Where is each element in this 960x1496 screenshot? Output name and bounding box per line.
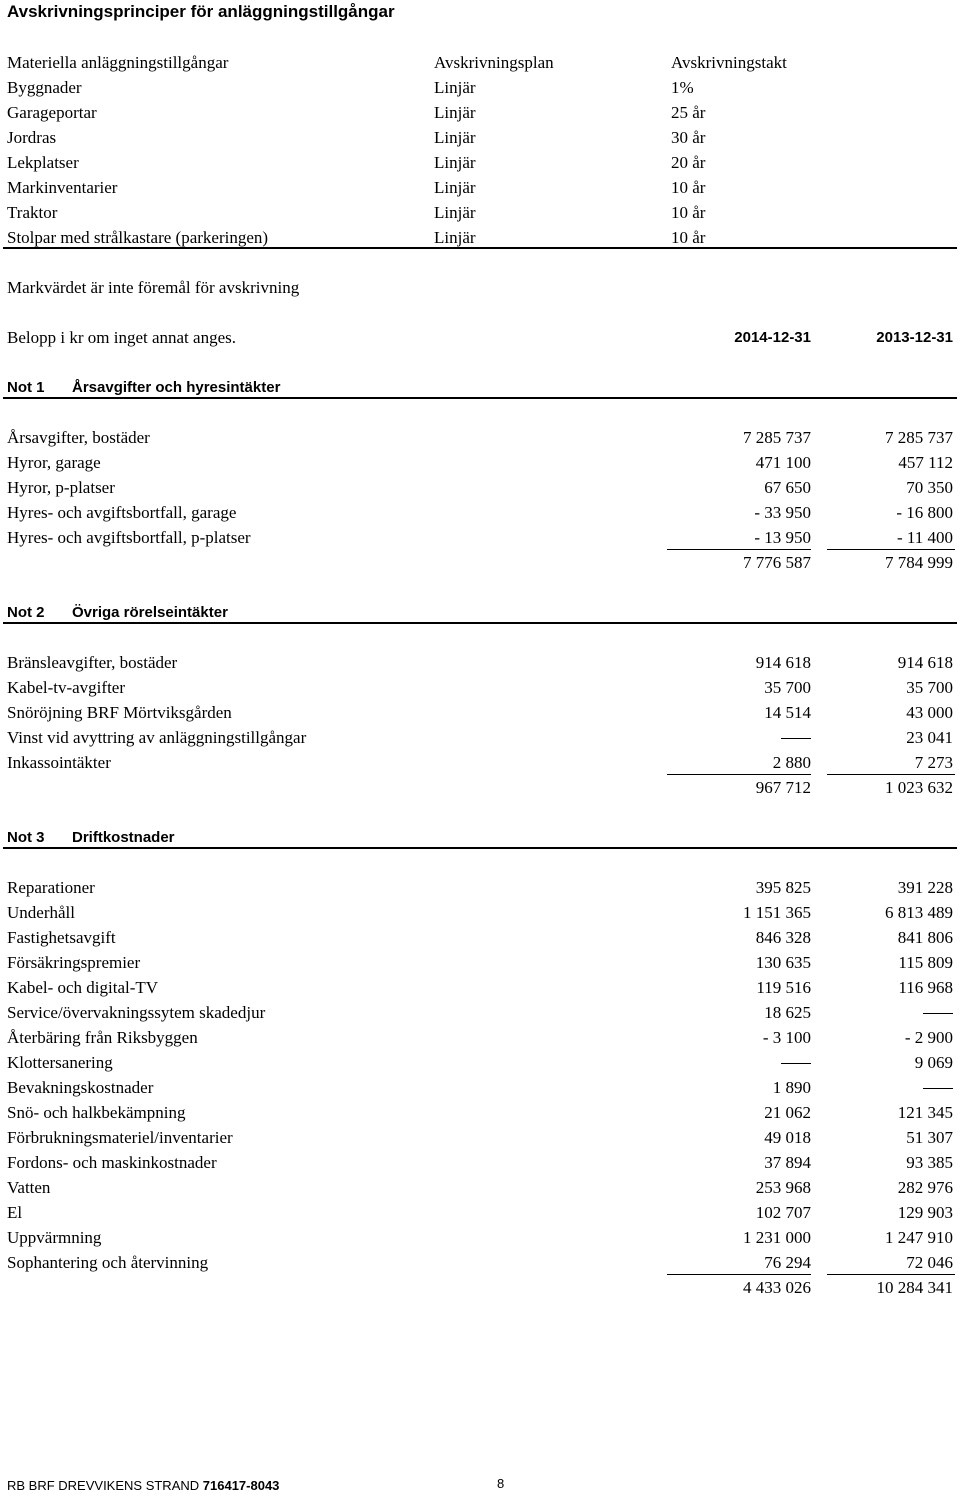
note-row (0, 950, 960, 975)
note-row (0, 900, 960, 925)
value-2013: 115 809 (898, 953, 953, 972)
note-row (0, 1250, 960, 1275)
value-2014: - 13 950 (754, 528, 811, 547)
row-label: Återbäring från Riksbyggen (7, 1028, 198, 1047)
note-row (0, 750, 960, 775)
value-2013: 35 700 (906, 678, 953, 697)
row-label: Hyres- och avgiftsbortfall, p-platser (7, 528, 251, 547)
value-2014: 49 018 (764, 1128, 811, 1147)
value-2013: 51 307 (906, 1128, 953, 1147)
note-row (0, 700, 960, 725)
value-2013: 841 806 (897, 928, 953, 947)
row-label: Kabel- och digital-TV (7, 978, 159, 997)
depreciation-plan: Linjär (434, 178, 476, 197)
total-2013: 10 284 341 (876, 1278, 953, 1297)
depreciation-header-row (0, 50, 960, 75)
total-2014: 967 712 (755, 778, 811, 797)
land-note: Markvärdet är inte föremål för avskrivning (7, 278, 300, 297)
depreciation-rate: 30 år (671, 128, 706, 147)
depreciation-rate: 10 år (671, 203, 706, 222)
value-2013: 72 046 (906, 1253, 953, 1272)
row-label: Snö- och halkbekämpning (7, 1103, 186, 1122)
row-label: Årsavgifter, bostäder (7, 428, 150, 447)
value-2014: 67 650 (764, 478, 811, 497)
depreciation-rate: 10 år (671, 228, 706, 247)
note-total-row (0, 775, 960, 800)
note-row (0, 475, 960, 500)
value-2013: - 16 800 (896, 503, 953, 522)
value-2013 (923, 1075, 953, 1100)
depreciation-rate: 10 år (671, 178, 706, 197)
page-title: Avskrivningsprinciper för anläggningstillgångar (7, 2, 395, 21)
footer-org-name: RB BRF DREVVIKENS STRAND (7, 1478, 200, 1493)
value-2013 (923, 1000, 953, 1025)
value-2014: 1 890 (772, 1078, 811, 1097)
value-2014: 253 968 (755, 1178, 811, 1197)
row-label: Fordons- och maskinkostnader (7, 1153, 217, 1172)
value-2014: 21 062 (764, 1103, 811, 1122)
value-2013: - 11 400 (896, 528, 953, 547)
value-2013: 43 000 (906, 703, 953, 722)
row-label: Klottersanering (7, 1053, 113, 1072)
total-2014: 7 776 587 (743, 553, 811, 572)
row-label: Reparationer (7, 878, 95, 897)
note-row (0, 1075, 960, 1100)
value-2013: 391 228 (897, 878, 953, 897)
page-number: 8 (497, 1476, 505, 1491)
value-2014: 14 514 (764, 703, 811, 722)
header-depreciation-plan: Avskrivningsplan (434, 53, 554, 72)
header-depreciation-rate: Avskrivningstakt (671, 53, 787, 72)
note-row (0, 450, 960, 475)
value-2013: 914 618 (897, 653, 953, 672)
total-2013: 7 784 999 (885, 553, 953, 572)
asset-name: Lekplatser (7, 153, 79, 172)
header-asset-category: Materiella anläggningstillgångar (7, 53, 229, 72)
value-2013: - 2 900 (904, 1028, 953, 1047)
row-label: Snöröjning BRF Mörtviksgården (7, 703, 232, 722)
nil-dash (781, 1063, 811, 1064)
note-title: Årsavgifter och hyresintäkter (72, 379, 281, 396)
note-number: Not 2 (7, 604, 45, 621)
value-2014: 471 100 (755, 453, 811, 472)
note-divider (3, 847, 957, 849)
divider (3, 247, 957, 249)
note-row (0, 975, 960, 1000)
row-label: Vatten (7, 1178, 51, 1197)
nil-dash (781, 738, 811, 739)
asset-name: Jordras (7, 128, 57, 147)
value-2014: 102 707 (755, 1203, 811, 1222)
row-label: Försäkringspremier (7, 953, 141, 972)
value-2013: 93 385 (906, 1153, 953, 1172)
footer-org (7, 1478, 279, 1494)
value-2014: 1 231 000 (743, 1228, 811, 1247)
depreciation-plan: Linjär (434, 203, 476, 222)
asset-name: Garageportar (7, 103, 97, 122)
note-divider (3, 622, 957, 624)
note-row (0, 1225, 960, 1250)
depreciation-plan: Linjär (434, 128, 476, 147)
year-header-2013: 2013-12-31 (876, 329, 953, 346)
row-label: Kabel-tv-avgifter (7, 678, 125, 697)
depreciation-row (0, 175, 960, 200)
row-label: Förbrukningsmateriel/inventarier (7, 1128, 233, 1147)
row-label: Hyror, garage (7, 453, 101, 472)
note-row (0, 1175, 960, 1200)
value-2014: 18 625 (764, 1003, 811, 1022)
value-2014 (781, 725, 811, 750)
value-2014: 119 516 (756, 978, 811, 997)
note-row (0, 500, 960, 525)
note-title: Övriga rörelseintäkter (72, 604, 228, 621)
depreciation-rate: 20 år (671, 153, 706, 172)
value-2013: 116 968 (898, 978, 953, 997)
total-2013: 1 023 632 (885, 778, 953, 797)
note-row (0, 925, 960, 950)
value-2013: 457 112 (898, 453, 953, 472)
value-2014: 395 825 (755, 878, 811, 897)
depreciation-rate: 1% (671, 78, 694, 97)
value-2013: 129 903 (897, 1203, 953, 1222)
value-2013: 9 069 (914, 1053, 953, 1072)
value-2013: 7 273 (914, 753, 953, 772)
depreciation-plan: Linjär (434, 228, 476, 247)
note-total-row (0, 550, 960, 575)
value-2014: 76 294 (764, 1253, 811, 1272)
row-label: Bevakningskostnader (7, 1078, 154, 1097)
amount-note: Belopp i kr om inget annat anges. (7, 328, 236, 347)
asset-name: Traktor (7, 203, 58, 222)
depreciation-row (0, 200, 960, 225)
value-2013: 121 345 (897, 1103, 953, 1122)
value-2013: 6 813 489 (885, 903, 953, 922)
depreciation-plan: Linjär (434, 153, 476, 172)
note-row (0, 1125, 960, 1150)
value-2014: - 33 950 (754, 503, 811, 522)
value-2014: 914 618 (755, 653, 811, 672)
note-row (0, 675, 960, 700)
note-title: Driftkostnader (72, 829, 175, 846)
depreciation-row (0, 125, 960, 150)
nil-dash (923, 1013, 953, 1014)
depreciation-row (0, 150, 960, 175)
row-label: Bränsleavgifter, bostäder (7, 653, 178, 672)
note-number: Not 1 (7, 379, 45, 396)
row-label: Hyror, p-platser (7, 478, 115, 497)
footer-org-number: 716417-8043 (202, 1478, 280, 1493)
value-2013: 1 247 910 (885, 1228, 953, 1247)
row-label: Sophantering och återvinning (7, 1253, 209, 1272)
row-label: Vinst vid avyttring av anläggningstillgångar (7, 728, 307, 747)
note-row (0, 1100, 960, 1125)
row-label: El (7, 1203, 23, 1222)
note-row (0, 525, 960, 550)
note-row (0, 725, 960, 750)
note-number: Not 3 (7, 829, 45, 846)
value-2014: 35 700 (764, 678, 811, 697)
value-2013: 282 976 (897, 1178, 953, 1197)
row-label: Fastighetsavgift (7, 928, 116, 947)
depreciation-plan: Linjär (434, 78, 476, 97)
value-2014: 7 285 737 (743, 428, 811, 447)
value-2014: 130 635 (755, 953, 811, 972)
nil-dash (923, 1088, 953, 1089)
note-divider (3, 397, 957, 399)
note-row (0, 1150, 960, 1175)
value-2013: 7 285 737 (885, 428, 953, 447)
value-2014: 1 151 365 (743, 903, 811, 922)
value-2013: 23 041 (906, 728, 953, 747)
note-row (0, 425, 960, 450)
row-label: Inkassointäkter (7, 753, 111, 772)
total-2014: 4 433 026 (743, 1278, 811, 1297)
row-label: Hyres- och avgiftsbortfall, garage (7, 503, 237, 522)
value-2014: 846 328 (755, 928, 811, 947)
note-row (0, 1200, 960, 1225)
year-header-2014: 2014-12-31 (734, 329, 811, 346)
note-row (0, 1000, 960, 1025)
value-2014: 2 880 (772, 753, 811, 772)
value-2014 (781, 1050, 811, 1075)
asset-name: Byggnader (7, 78, 82, 97)
value-2013: 70 350 (906, 478, 953, 497)
row-label: Service/övervakningssytem skadedjur (7, 1003, 266, 1022)
note-total-row (0, 1275, 960, 1300)
note-row (0, 1050, 960, 1075)
depreciation-plan: Linjär (434, 103, 476, 122)
row-label: Underhåll (7, 903, 75, 922)
value-2014: 37 894 (764, 1153, 811, 1172)
asset-name: Stolpar med strålkastare (parkeringen) (7, 228, 269, 247)
row-label: Uppvärmning (7, 1228, 102, 1247)
note-row (0, 650, 960, 675)
depreciation-rate: 25 år (671, 103, 706, 122)
depreciation-row (0, 75, 960, 100)
depreciation-row (0, 100, 960, 125)
value-2014: - 3 100 (762, 1028, 811, 1047)
note-row (0, 875, 960, 900)
asset-name: Markinventarier (7, 178, 118, 197)
note-row (0, 1025, 960, 1050)
